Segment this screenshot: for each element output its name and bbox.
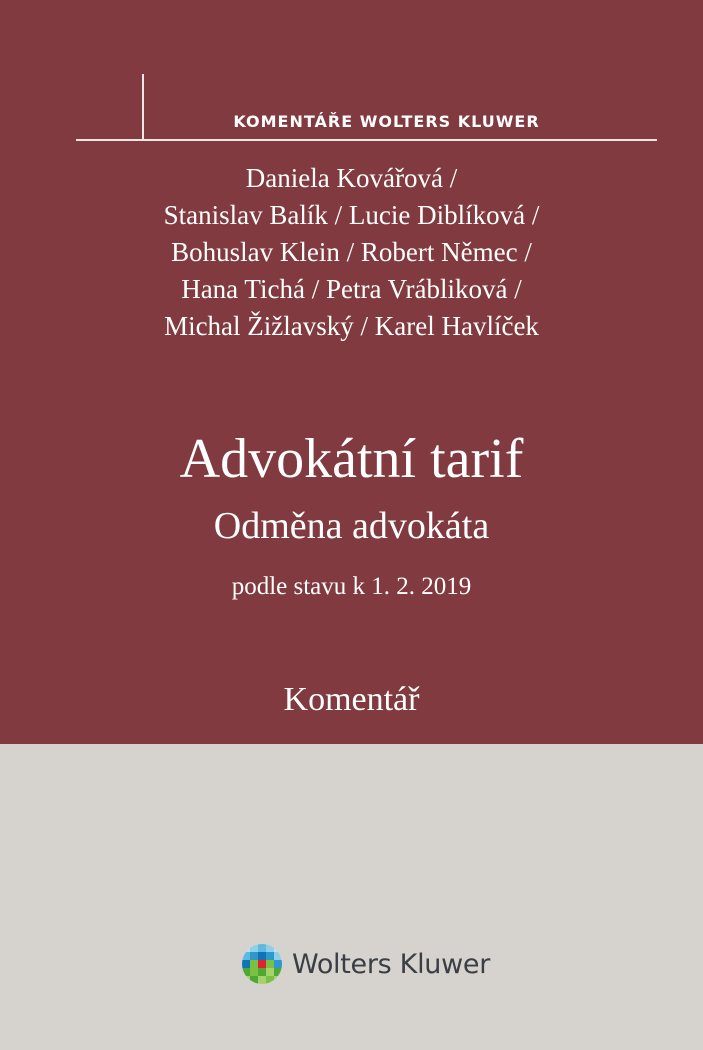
book-kind: Komentář	[283, 681, 420, 718]
book-title: Advokátní tarif	[179, 428, 524, 490]
publisher-logo	[240, 942, 490, 986]
wolters-kluwer-mosaic-icon	[240, 942, 284, 986]
author-line: Daniela Kovářová /	[245, 163, 458, 193]
author-line: Hana Tichá / Petra Vrábliková /	[181, 274, 522, 304]
author-list	[0, 160, 703, 345]
book-subtitle: Odměna advokáta	[213, 505, 490, 547]
publisher-name: Wolters Kluwer	[292, 948, 490, 980]
author-line: Bohuslav Klein / Robert Němec /	[171, 237, 532, 267]
author-line: Michal Žižlavský / Karel Havlíček	[164, 311, 539, 341]
author-line: Stanislav Balík / Lucie Diblíková /	[163, 200, 540, 230]
horizontal-rule	[76, 139, 657, 141]
legal-state-date: podle stavu k 1. 2. 2019	[231, 573, 472, 600]
series-label: KOMENTÁŘE WOLTERS KLUWER	[233, 112, 540, 131]
